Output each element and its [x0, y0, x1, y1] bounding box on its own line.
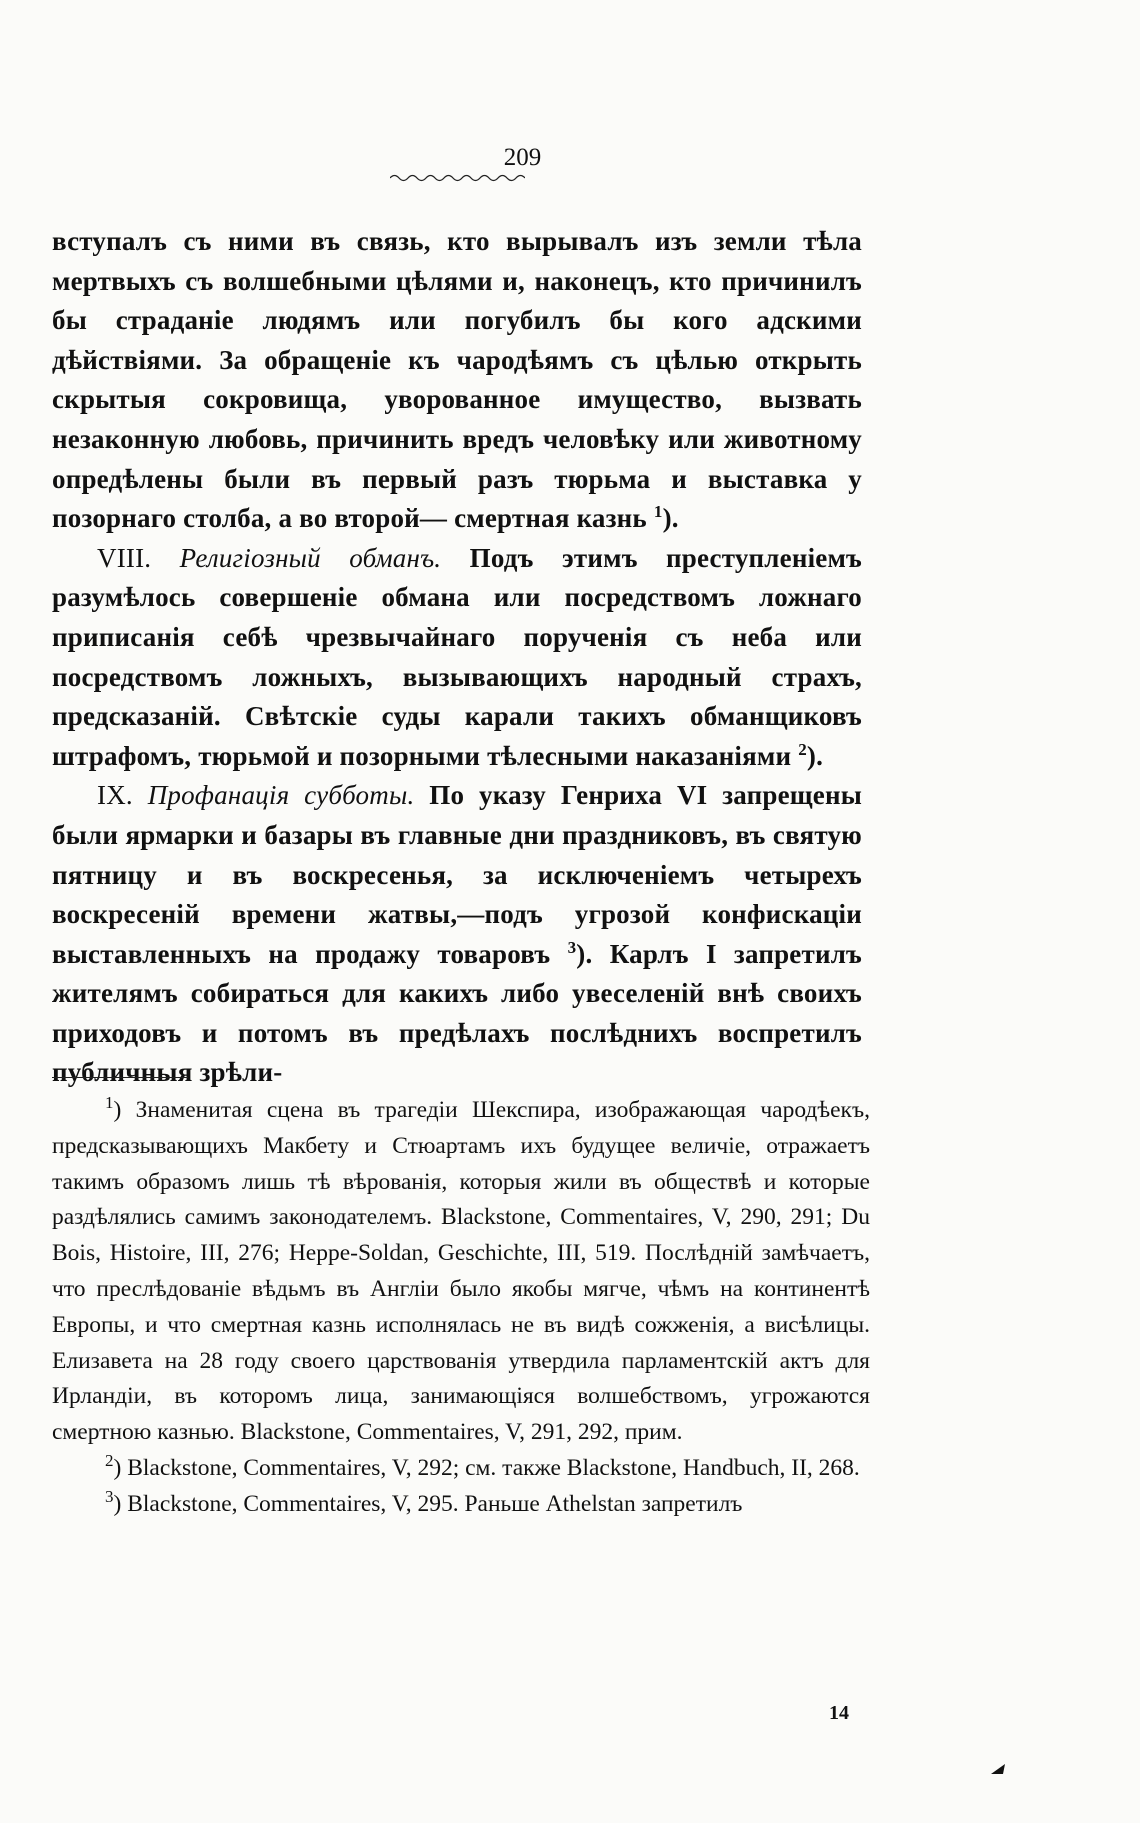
footnote-ref-3: 3 — [567, 937, 577, 957]
wavy-ornament — [390, 172, 525, 184]
footnote-3: $^3$) Blackstone, Commentaires, V, 295. Раньше Athelstan запретилъ — [105, 1486, 743, 1517]
page-number: 209 — [503, 144, 542, 171]
signature-mark: 14 — [829, 1702, 849, 1724]
footnote-separator — [52, 1077, 188, 1078]
paragraph-section-ix: IX. Профанація субботы. По указу Генриха VI запрещены были ярмарки и базары въ главные дни праздниковъ, въ святую пятницу и въ воскресенья, за исключеніемъ четырехъ воскресеній времени жатвы,—подъ угрозой конфискаціи выставленныхъ на продажу товаровъ $^3$). Карлъ I запретилъ жителямъ собираться для какихъ либо увеселеній внѣ своихъ приходовъ и потомъ въ предѣлахъ послѣднихъ воспретилъ публичныя зрѣли- — [52, 780, 862, 1088]
paragraph-section-viii: VIII. Религіозный обманъ. Подъ этимъ преступленіемъ разумѣлось совершеніе обмана или посредствомъ ложнаго приписанія себѣ чрезвычайнаго порученія съ неба или посредствомъ ложныхъ, вызывающихъ народный страхъ, предсказаній. Свѣтскіе суды карали такихъ обманщиковъ штрафомъ, тюрьмой и позорными тѣлесными наказаніями $^2$). — [52, 542, 862, 771]
section-title: Религіозный обманъ. — [179, 542, 442, 573]
section-title: Профанація субботы. — [147, 780, 415, 811]
ink-mark-icon — [990, 1763, 1006, 1775]
section-numeral: IX. — [97, 780, 133, 811]
footnote-ref-2: 2 — [798, 739, 807, 759]
paragraph-witchcraft: вступалъ съ ними въ связь, кто вырывалъ изъ земли тѣла мертвыхъ съ волшебными цѣлями и, наконецъ, кто причинилъ бы страданіе людямъ или погубилъ бы кого адскими дѣйствіями. За обращеніе къ чародѣямъ съ цѣлью открыть скрытыя сокровища, уворованное имущество, вызвать незаконную любовь, причинить вредъ человѣку или животному опредѣлены были въ первый разъ тюрьма и выставка у позорнаго столба, а во второй— смертная казнь $^1$). — [52, 226, 862, 534]
section-numeral: VIII. — [97, 542, 152, 573]
footnote-1: $^1$) Знаменитая сцена въ трагедіи Шекспира, изображающая чародѣекъ, предсказывающихъ Макбету и Стюартамъ ихъ будущее величіе, отражаетъ такимъ образомъ лишь тѣ вѣрованія, которыя жили въ обществѣ и которые раздѣлялись самимъ законодателемъ. Blackstone, Commentaires, V, 290, 291; Du Bois, Histoire, III, 276; Heppe-Soldan, Geschichte, III, 519. Послѣдній замѣчаетъ, что преслѣдованіе вѣдьмъ въ Англіи было якобы мягче, чѣмъ на континентѣ Европы, и что смертная казнь исполнялась не въ видѣ сожженія, а висѣлицы. Елизавета на 28 году своего царствованія утвердила парламентскій актъ для Ирландіи, въ которомъ лица, занимающіяся волшебствомъ, угрожаются смертною казнью. Blackstone, Commentaires, V, 291, 292, прим. — [52, 1093, 870, 1446]
footnote-2: $^2$) Blackstone, Commentaires, V, 292; см. также Blackstone, Handbuch, II, 268. — [105, 1451, 860, 1481]
footnote-ref-1: 1 — [653, 502, 663, 522]
main-text — [52, 222, 862, 1093]
footnotes — [52, 1093, 870, 1523]
